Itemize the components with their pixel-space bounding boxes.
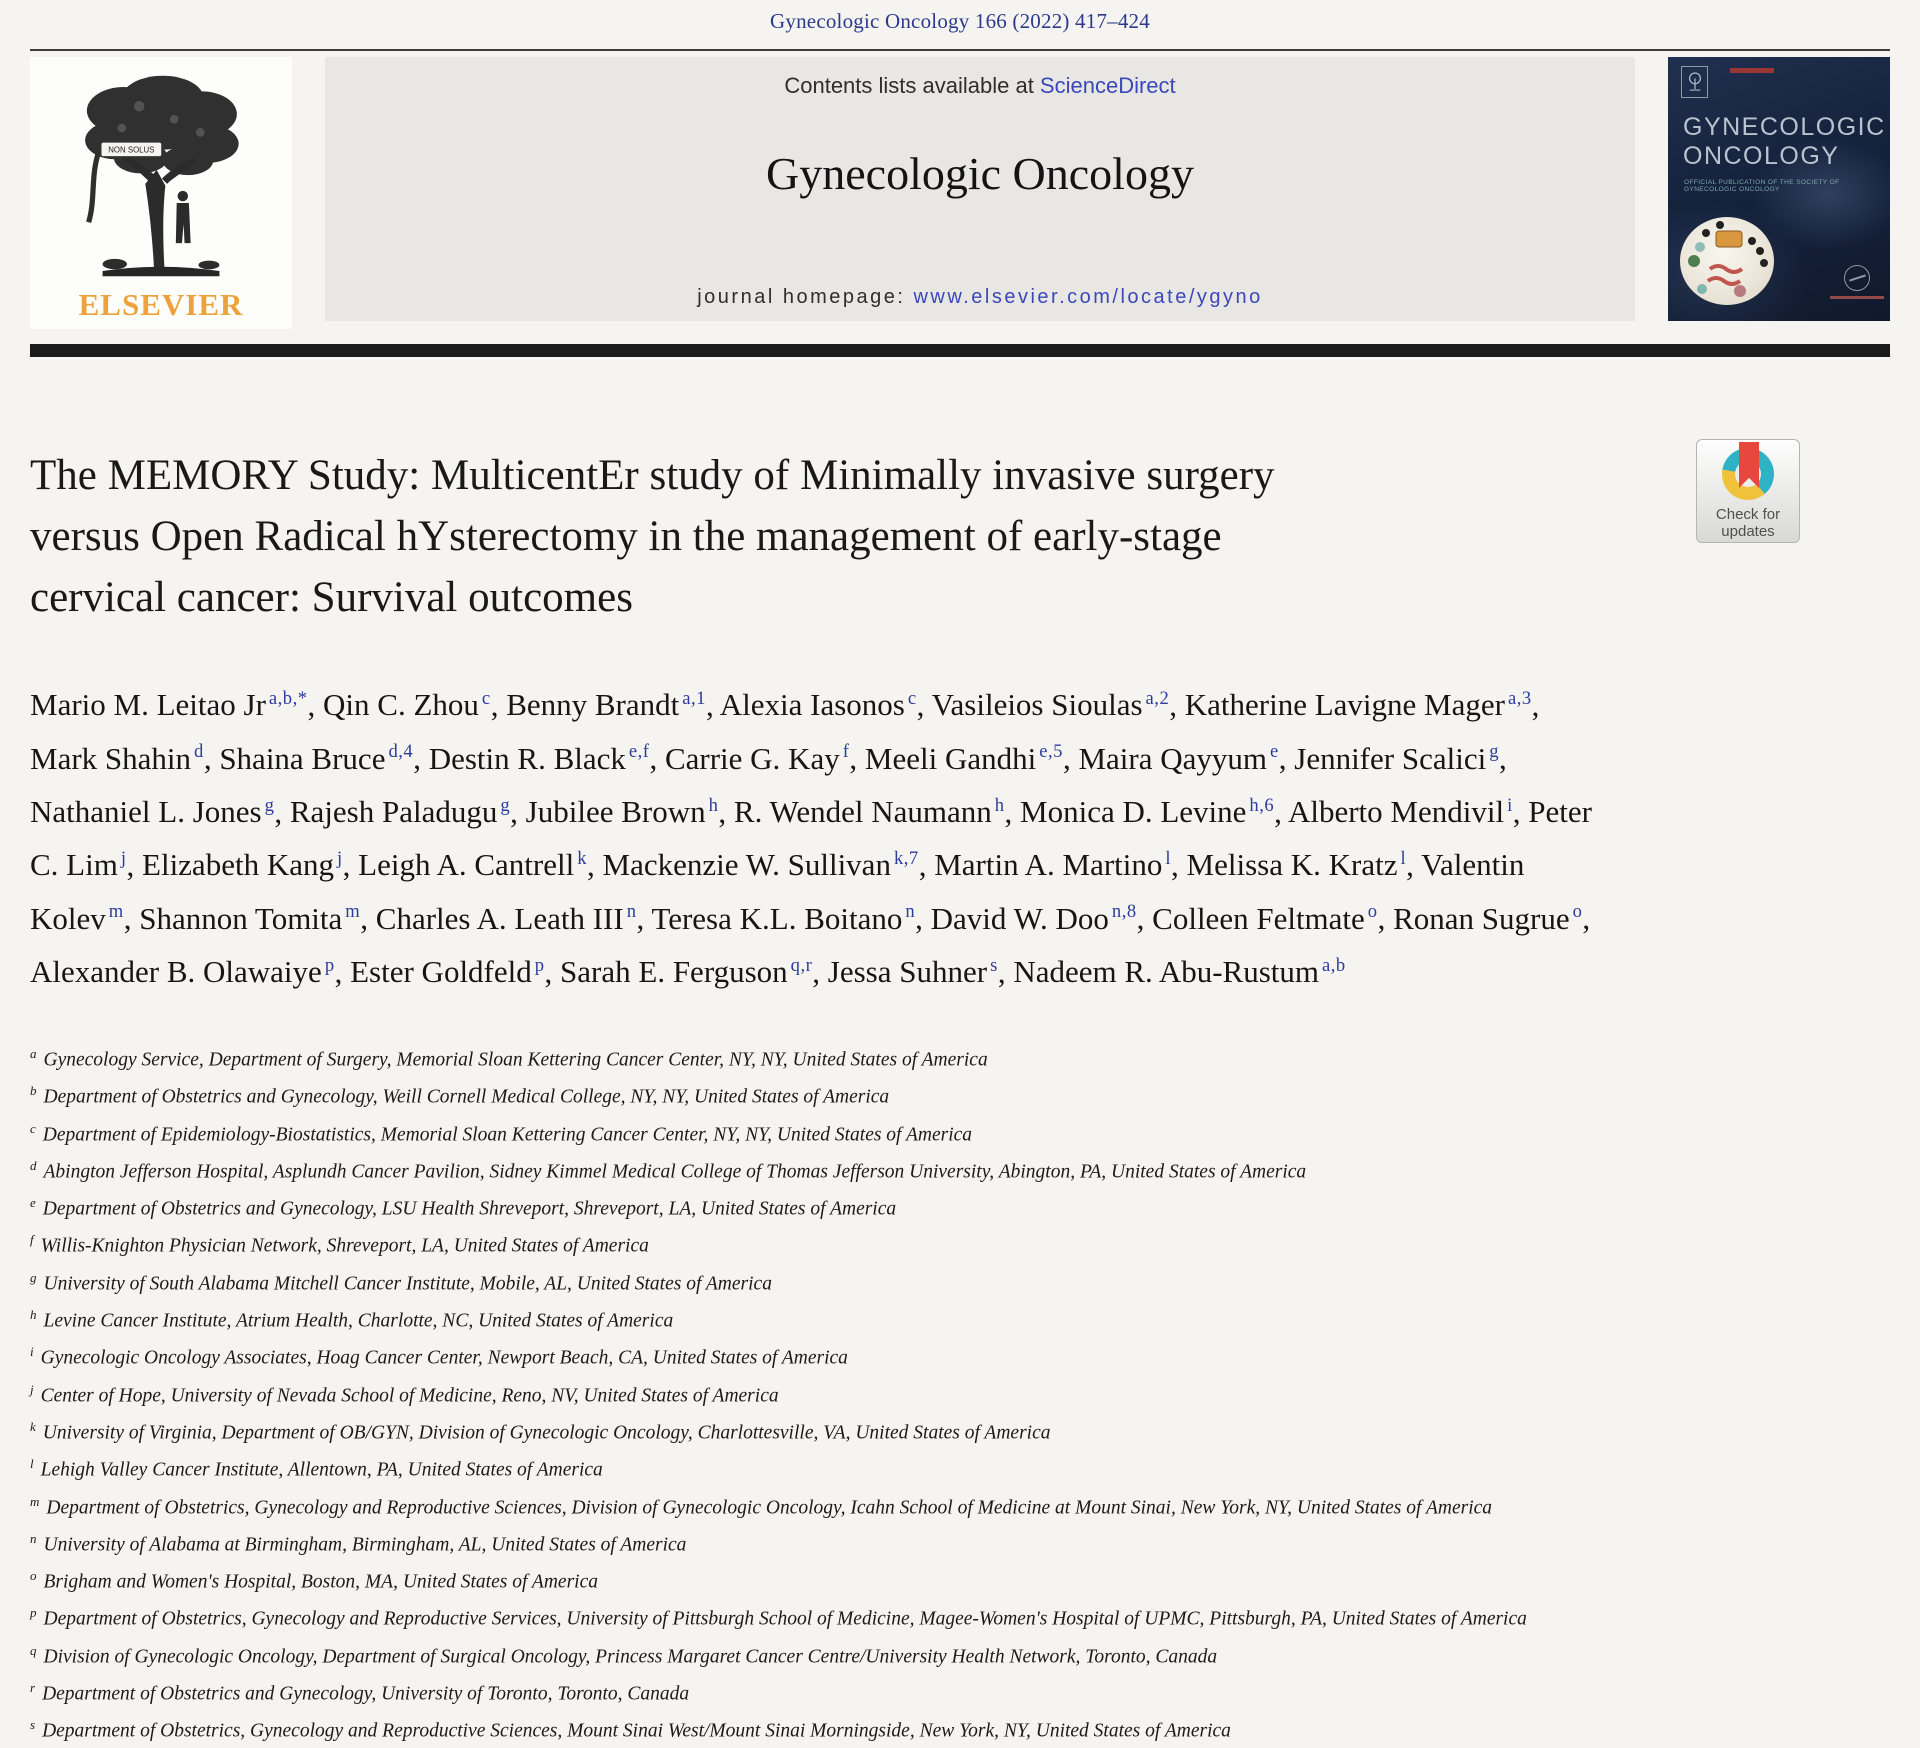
author-affiliation-superscript: h xyxy=(708,794,719,816)
sciencedirect-link[interactable]: ScienceDirect xyxy=(1039,73,1176,98)
author-affiliation-superscript: o xyxy=(1367,901,1378,923)
author-affiliation-superscript: a,2 xyxy=(1145,688,1170,709)
affiliation-letter: e xyxy=(30,1195,36,1211)
affiliation-letter: g xyxy=(30,1269,37,1285)
author-affiliation-superscript: k xyxy=(577,847,588,869)
affiliation-letter: p xyxy=(30,1605,37,1621)
affiliation-letter: o xyxy=(30,1568,37,1584)
affiliation-line: $^n$ University of Alabama at Birmingham, Birmingham, AL, United States of America xyxy=(30,1530,687,1556)
author: Ester Goldfeld $^p$ xyxy=(350,953,545,989)
article-head xyxy=(30,445,1890,628)
affiliation-line: $^i$ Gynecologic Oncology Associates, Hoag Cancer Center, Newport Beach, CA, United States of America xyxy=(30,1344,848,1369)
author-affiliation-superscript: j xyxy=(120,847,127,869)
affiliation-letter: n xyxy=(30,1530,37,1546)
author-affiliation-superscript: n xyxy=(626,901,637,923)
author: Mackenzie W. Sullivan $^{k,7}$ xyxy=(602,847,919,883)
journal-header xyxy=(30,57,1890,329)
author-affiliation-superscript: n,8 xyxy=(1111,901,1137,923)
cover-issn-text xyxy=(1730,68,1774,73)
header-black-bar xyxy=(30,344,1890,357)
author: Vasileios Sioulas $^{a,2}$ xyxy=(931,687,1170,723)
homepage-line xyxy=(697,286,1263,309)
author: Alberto Mendivil $^i$ xyxy=(1287,793,1513,829)
figure-under-tree xyxy=(176,191,191,243)
author: Teresa K.L. Boitano $^n$ xyxy=(651,900,916,936)
author: Nadeem R. Abu-Rustum $^{a,b}$ xyxy=(1013,953,1346,989)
author-affiliation-superscript: a,1 xyxy=(682,688,706,709)
author: Shannon Tomita $^m$ xyxy=(139,900,361,936)
author: Meeli Gandhi $^{e,5}$ xyxy=(864,740,1063,776)
author-affiliation-superscript: d xyxy=(194,741,204,763)
author: Monica D. Levine $^{h,6}$ xyxy=(1020,793,1275,829)
author-affiliation-superscript: g xyxy=(500,794,511,816)
affiliation-letter: f xyxy=(30,1232,34,1248)
author-affiliation-superscript: a,3 xyxy=(1507,688,1532,709)
cover-title-line1: GYNECOLOGIC xyxy=(1683,113,1886,141)
author: Alexander B. Olawaiye $^p$ xyxy=(30,953,335,989)
author-affiliation-superscript: d,4 xyxy=(388,741,414,763)
author: Nathaniel L. Jones $^g$ xyxy=(30,793,275,829)
author-affiliation-superscript: i xyxy=(1507,794,1513,816)
affiliation-line: $^p$ Department of Obstetrics, Gynecology and Reproductive Services, University of Pittsburgh School of Medicine, Magee-Women's Hospital of UPMC, Pittsburgh, PA, United States of America xyxy=(30,1605,1527,1630)
contents-prefix: Contents lists available at xyxy=(784,73,1040,98)
author: Benny Brandt $^{a,1}$ xyxy=(506,687,706,723)
affiliation-letter: q xyxy=(30,1642,37,1658)
cover-society-emblem-icon xyxy=(1844,265,1870,291)
author: Carrie G. Kay $^f$ xyxy=(664,740,850,776)
article-title xyxy=(30,445,1530,628)
author-affiliation-superscript: o xyxy=(1572,901,1583,923)
author: Destin R. Black $^{e,f}$ xyxy=(428,740,650,776)
affiliation-line: $^m$ Department of Obstetrics, Gynecology and Reproductive Sciences, Division of Gynecologic Oncology, Icahn School of Medicine at Mount Sinai, New York, NY, United States of America xyxy=(30,1493,1493,1519)
affiliation-line: $^s$ Department of Obstetrics, Gynecology and Reproductive Sciences, Mount Sinai West/Mount Sinai Morningside, New York, NY, United States of America xyxy=(30,1717,1231,1742)
author: Melissa K. Kratz $^l$ xyxy=(1186,847,1407,883)
affiliation-line: $^l$ Lehigh Valley Cancer Institute, Allentown, PA, United States of America xyxy=(30,1456,603,1481)
author: Martin A. Martino $^l$ xyxy=(934,847,1172,883)
journal-banner xyxy=(325,57,1635,321)
author-affiliation-superscript: k,7 xyxy=(893,847,919,869)
article-title-line3: cervical cancer: Survival outcomes xyxy=(30,574,633,621)
journal-cover-thumbnail xyxy=(1668,57,1890,321)
author: Leigh A. Cantrell $^k$ xyxy=(358,847,588,883)
author-affiliation-superscript: p xyxy=(324,954,335,976)
author-affiliation-superscript: h,6 xyxy=(1249,794,1275,816)
author: Sarah E. Ferguson $^{q,r}$ xyxy=(560,953,813,989)
author-affiliation-superscript: e xyxy=(1269,741,1279,763)
top-divider xyxy=(30,49,1890,51)
homepage-label: journal homepage: xyxy=(697,286,914,308)
cover-title-line2: ONCOLOGY xyxy=(1683,142,1840,170)
article-title-line2: versus Open Radical hYsterectomy in the management of early-stage xyxy=(30,513,1222,560)
author-affiliation-superscript: g xyxy=(1489,741,1499,763)
affiliation-list xyxy=(30,1039,1890,1748)
author: Jessa Suhner $^s$ xyxy=(827,953,998,989)
author: Alexia Iasonos $^c$ xyxy=(719,687,917,723)
affiliation-line: $^j$ Center of Hope, University of Nevada School of Medicine, Reno, NV, United States of America xyxy=(30,1381,779,1407)
author: Valentin Kolev $^m$ xyxy=(30,847,1525,936)
cover-society-emblem-text xyxy=(1830,296,1884,299)
affiliation-line: $^o$ Brigham and Women's Hospital, Boston, MA, United States of America xyxy=(30,1568,598,1593)
affiliation-line: $^h$ Levine Cancer Institute, Atrium Health, Charlotte, NC, United States of America xyxy=(30,1307,674,1332)
author-affiliation-superscript: a,b xyxy=(1322,954,1346,976)
cover-cell-illustration xyxy=(1680,217,1774,305)
author: Elizabeth Kang $^j$ xyxy=(142,847,343,883)
affiliation-letter: r xyxy=(30,1680,36,1696)
author: Qin C. Zhou $^c$ xyxy=(323,687,491,723)
author-affiliation-superscript: e,f xyxy=(628,741,650,763)
badge-label-line1: Check for xyxy=(1715,506,1781,523)
author-affiliation-superscript: a,b,* xyxy=(268,688,308,709)
affiliation-line: $^c$ Department of Epidemiology-Biostatistics, Memorial Sloan Kettering Cancer Center, NY, NY, United States of America xyxy=(30,1120,973,1146)
author: Mario M. Leitao Jr $^{a,b,*}$ xyxy=(30,687,308,723)
author-affiliation-superscript: n xyxy=(905,901,916,923)
author: Jubilee Brown $^h$ xyxy=(525,793,719,829)
author: Maira Qayyum $^e$ xyxy=(1078,740,1279,776)
journal-citation: Gynecologic Oncology 166 (2022) 417–424 xyxy=(770,9,1150,33)
author-affiliation-superscript: s xyxy=(990,954,998,976)
affiliation-letter: k xyxy=(30,1418,36,1434)
author: Rajesh Paladugu $^g$ xyxy=(289,793,511,829)
author-affiliation-superscript: h xyxy=(994,794,1005,816)
non-solus-banner: NON SOLUS xyxy=(108,145,155,155)
check-for-updates-badge[interactable] xyxy=(1696,439,1800,543)
article-title-line1: The MEMORY Study: MulticentEr study of Minimally invasive surgery xyxy=(30,452,1275,499)
author-affiliation-superscript: l xyxy=(1165,847,1172,869)
author: Shaina Bruce $^{d,4}$ xyxy=(219,740,414,776)
author: Ronan Sugrue $^o$ xyxy=(1393,900,1583,936)
elsevier-tree-icon xyxy=(67,67,255,285)
affiliation-line: $^r$ Department of Obstetrics and Gynecology, University of Toronto, Toronto, Canada xyxy=(30,1680,690,1705)
author-list: Mario M. Leitao Jr $^{a,b,*}$, Qin C. Zhou $^c$, Benny Brandt $^{a,1}$, Alexia Iasonos $^c$, Vasileios Sioulas $^{a,2}$, Katherine Lavigne Mager $^{a,3}$, Mark Shahin $^d$, Shaina Bruce $^{d,4}$, Destin R. Black $^{e,f}$, Carrie G. Kay $^f$, Meeli Gandhi $^{e,5}$, Maira Qayyum $^e$, Jennifer Scalici $^g$, Nathaniel L. Jones $^g$, Rajesh Paladugu $^g$, Jubilee Brown $^h$, R. Wendel Naumann $^h$, Monica D. Levine $^{h,6}$, Alberto Mendivil $^i$, Peter C. Lim $^j$, Elizabeth Kang $^j$, Leigh A. Cantrell $^k$, Mackenzie W. Sullivan $^{k,7}$, Martin A. Martino $^l$, Melissa K. Kratz $^l$, Valentin Kolev $^m$, Shannon Tomita $^m$, Charles A. Leath III $^n$, Teresa K.L. Boitano $^n$, David W. Doo $^{n,8}$, Colleen Feltmate $^o$, Ronan Sugrue $^o$, Alexander B. Olawaiye $^p$, Ester Goldfeld $^p$, Sarah E. Ferguson $^{q,r}$, Jessa Suhner $^s$, Nadeem R. Abu-Rustum $^{a,b}$ xyxy=(30,687,1592,989)
affiliation-letter: c xyxy=(30,1120,36,1136)
author-affiliation-superscript: m xyxy=(108,901,124,923)
affiliation-letter: b xyxy=(30,1083,37,1099)
author-affiliation-superscript: c xyxy=(907,688,917,709)
author-affiliation-superscript: j xyxy=(336,847,343,869)
affiliation-line: $^f$ Willis-Knighton Physician Network, Shreveport, LA, United States of America xyxy=(30,1232,649,1257)
affiliation-letter: j xyxy=(30,1381,34,1397)
author: Peter C. Lim $^j$ xyxy=(30,793,1592,883)
affiliation-letter: a xyxy=(30,1045,37,1061)
author: Colleen Feltmate $^o$ xyxy=(1152,900,1378,936)
author: Charles A. Leath III $^n$ xyxy=(375,900,637,936)
journal-name: Gynecologic Oncology xyxy=(766,148,1194,199)
author-affiliation-superscript: p xyxy=(534,954,545,976)
affiliation-letter: d xyxy=(30,1157,37,1173)
author-affiliation-superscript: f xyxy=(842,741,850,763)
affiliation-line: $^g$ University of South Alabama Mitchell Cancer Institute, Mobile, AL, United States of America xyxy=(30,1269,772,1295)
affiliation-letter: i xyxy=(30,1344,34,1360)
cover-elsevier-mark-icon xyxy=(1681,66,1708,98)
author-affiliation-superscript: e,5 xyxy=(1039,741,1063,763)
badge-label-line2: updates xyxy=(1721,523,1775,540)
affiliation-letter: h xyxy=(30,1307,37,1323)
affiliation-line: $^q$ Division of Gynecologic Oncology, Department of Surgical Oncology, Princess Margaret Cancer Centre/University Health Network, Toronto, Canada xyxy=(30,1642,1218,1668)
affiliation-letter: l xyxy=(30,1456,34,1472)
author: David W. Doo $^{n,8}$ xyxy=(930,900,1137,936)
affiliation-letter: s xyxy=(30,1717,36,1733)
author: Mark Shahin $^d$ xyxy=(30,740,204,776)
author: Jennifer Scalici $^g$ xyxy=(1294,740,1499,776)
affiliation-line: $^a$ Gynecology Service, Department of Surgery, Memorial Sloan Kettering Cancer Center, NY, NY, United States of America xyxy=(30,1045,988,1071)
homepage-url-link[interactable]: www.elsevier.com/locate/ygyno xyxy=(913,286,1263,308)
author-affiliation-superscript: l xyxy=(1400,847,1407,869)
affiliation-letter: m xyxy=(30,1493,40,1509)
author: Katherine Lavigne Mager $^{a,3}$ xyxy=(1184,687,1532,723)
affiliation-line: $^e$ Department of Obstetrics and Gynecology, LSU Health Shreveport, Shreveport, LA, United States of America xyxy=(30,1195,897,1220)
cover-title xyxy=(1683,113,1886,171)
check-for-updates-label xyxy=(1716,506,1780,540)
affiliation-line: $^b$ Department of Obstetrics and Gynecology, Weill Cornell Medical College, NY, NY, United States of America xyxy=(30,1083,890,1108)
affiliation-line: $^d$ Abington Jefferson Hospital, Asplundh Cancer Pavilion, Sidney Kimmel Medical College of Thomas Jefferson University, Abington, PA, United States of America xyxy=(30,1157,1307,1183)
elsevier-wordmark: ELSEVIER xyxy=(78,287,244,322)
author-affiliation-superscript: c xyxy=(481,688,491,709)
author: R. Wendel Naumann $^h$ xyxy=(733,793,1005,829)
contents-line xyxy=(784,73,1175,99)
cover-subtitle: OFFICIAL PUBLICATION OF THE SOCIETY OF GYNECOLOGIC ONCOLOGY xyxy=(1684,179,1840,193)
author-affiliation-superscript: m xyxy=(345,901,361,923)
elsevier-logo xyxy=(30,57,292,329)
author-affiliation-superscript: g xyxy=(264,794,275,816)
author-affiliation-superscript: q,r xyxy=(790,954,813,976)
affiliation-line: $^k$ University of Virginia, Department of OB/GYN, Division of Gynecologic Oncology, Charlottesville, VA, United States of America xyxy=(30,1418,1051,1444)
